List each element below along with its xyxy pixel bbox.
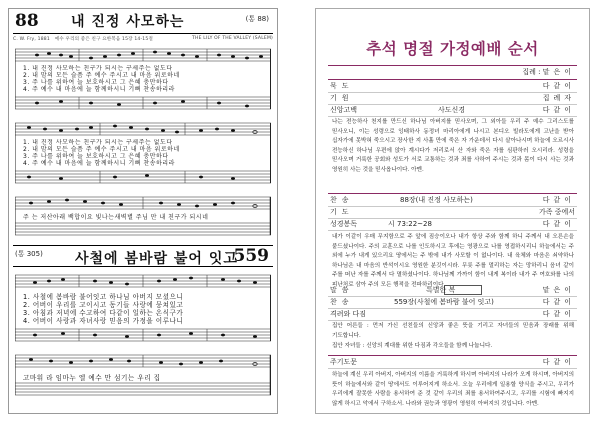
title-divider-line [328, 65, 577, 66]
row-who: 다같이 [542, 298, 575, 306]
hymn-88-verse-2-cont: 2. 내 맘의 모든 슬픔 주 예수 주시고 내 마음 위로하네 [23, 146, 180, 153]
hymn-88-verses-block-1 [23, 65, 267, 93]
row-who: 다같이 [542, 310, 575, 318]
officiant-label: 집례 [522, 68, 536, 76]
row-label: 묵도 [330, 82, 354, 90]
scripture-text: 내가 이같이 우매 무지함으로 주 앞에 짐승이오나 내가 항상 주와 함께 하니 주께서 내 오른손을 붙드셨나이다. 주의 교훈으로 나를 인도하시고 후에는 영광으로 나를 영접하시리니 하늘에서는 주 외에 누가 내게 있으리요 땅에서는 주 밖에 내가 사모할 이 없나이다. 내 육체와 마음은 쇠약하나 하나님은 내 마음의 반석이시요 영원한 분깃이시라. 무릇 주를 멀리하는 자는 망하리니 음녀 같이 주를 떠난 자를 주께서 다 멸하셨나이다. 하나님께 가까이 함이 내게 복이라 내가 주 여호와를 나의 피난처로 삼아 주의 모든 행적을 전파하리이다. [332, 234, 574, 288]
apostles-creed-text: 나는 전능하사 천지를 만드신 하나님 아버지를 믿사오며, 그 외아들 우리 주 예수 그리스도를 믿사오니, 이는 성령으로 잉태하사 동정녀 마리아에게 나시고 본디오 빌라도에게 고난을 받아 십자가에 못박혀 죽으시고 장사한 지 사흘 만에 죽은 자 가운데서 다시 살아나시며 하늘에 오르시사 전능하신 하나님 우편에 앉아 계시다가 저리로서 산 자와 죽은 자를 심판하러 오시리라. 성령을 믿사오며 거룩한 공회와 성도가 서로 교통하는 것과 죄를 사하여 주시는 것과 몸이 다시 사는 것과 영원히 사는 것을 믿사옵나이다. 아멘. [332, 119, 574, 173]
hymn-88-subtitle [13, 36, 273, 42]
row-label: 격려와 다짐 [330, 310, 367, 318]
hymn-88-header [13, 11, 273, 34]
lords-prayer-text: 하늘에 계신 우리 아버지, 아버지의 이름을 거룩하게 하시며 아버지의 나라가 오게 하시며, 아버지의 뜻이 하늘에서와 같이 땅에서도 이루어지게 하소서. 오늘 우리에게 일용할 양식을 주시고, 우리가 우리에게 잘못한 사람을 용서하여 준 것 같이 우리의 죄를 용서하여주시고, 우리를 시험에 빠지지 않게 하시고 악에서 구하소서. 나라와 권능과 영광이 영원히 아버지의 것입니다. 아멘. [332, 372, 574, 407]
divider-line [328, 193, 577, 194]
row-label: 기도 [330, 208, 354, 216]
order-row-hymn-2 [328, 297, 577, 309]
order-row-confession [328, 105, 577, 117]
worship-order-page [315, 8, 590, 414]
row-who: 다같이 [542, 196, 575, 204]
row-label: 기원 [330, 94, 354, 102]
hymn-88-verse-4-cont: 4. 주 예수 내 마음에 늘 함께하시니 기뻐 찬송하리라 [23, 160, 175, 167]
row-who: 가족 중에서 [538, 208, 575, 216]
hymn-559-verse-4: 4. 어버이 사랑과 자녀사랑 믿음의 가정을 이루나니 [23, 317, 184, 325]
hymn-88-meta: C. W. Fry, 1881 [13, 37, 50, 42]
hymn-88-verse-3: 3. 주 나를 위하여 늘 보호하시고 그 은혜 충만하다 [23, 79, 169, 86]
officiant-text: 집례 : 맡은이 [522, 68, 575, 76]
row-label: 찬송 [330, 196, 354, 204]
row-who: 다같이 [542, 82, 575, 90]
hymn-559-verse-3: 3. 아침과 저녁에 수고하여 다같이 일하는 온식구가 [23, 309, 184, 317]
row-label: 신앙고백 [330, 106, 358, 114]
hymn-88-verse-1: 1. 내 진정 사모하는 친구가 되시는 구세주는 없도다 [23, 65, 173, 72]
hymn-88-chorus: 주 는 저산아래 백합이요 빛나는새벽별 주님 만 내 친구가 되시네 [23, 214, 209, 221]
order-row-silent-prayer [328, 81, 577, 93]
row-who: 다같이 [542, 106, 575, 114]
order-row-encouragement [328, 309, 577, 321]
hymn-88-subtitle-text: 예수 우리의 좋은 친구 요한복음 15장 14-15절 [54, 37, 153, 42]
hymn-88-number: 88 [15, 11, 39, 31]
hymn-88-alt-number: (통 88) [245, 15, 269, 23]
hymn-88-verse-1-cont: 1. 내 진정 사모하는 친구가 되시는 구세주는 없도다 [23, 139, 173, 146]
row-who: 집례자 [542, 94, 575, 102]
hymn-88-english-title: THE LILY OF THE VALLEY (SALEM) [192, 36, 273, 41]
order-row-hymn-1 [328, 195, 577, 207]
hymn-559-number: 559 [233, 246, 269, 266]
row-label: 성경봉독 [330, 220, 358, 228]
hymn-88-verse-3-cont: 3. 주 나를 위하여 늘 보호하시고 그 은혜 충만하다 [23, 153, 169, 160]
officiant-who: 맡은이 [542, 68, 575, 76]
hymn-88-verses-block-2 [23, 139, 267, 167]
divider-line [328, 79, 577, 80]
hymn-559-title: 사철에 봄바람 불어 잇고 [75, 251, 238, 267]
row-who: 맡은이 [542, 286, 575, 294]
order-row-scripture [328, 219, 577, 231]
divider-line [328, 355, 577, 356]
row-label: 찬송 [330, 298, 354, 306]
hymn-559-verse-1: 1. 사철에 봄바람 불어잇고 하나님 아버지 모셨으니 [23, 293, 184, 301]
row-who: 다같이 [542, 358, 575, 366]
hymnal-page [8, 8, 278, 414]
order-row-invocation [328, 93, 577, 105]
hymn-559-verses-block-1 [23, 293, 267, 325]
hymn-88-verse-4: 4. 주 예수 내 마음에 늘 함께하시니 기뻐 찬송하리라 [23, 86, 175, 93]
row-middle: 특별한 복 [426, 286, 456, 294]
hymn-88-verse-2: 2. 내 맘의 모든 슬픔 주 예수 주시고 내 마음 위로하네 [23, 72, 180, 79]
row-label: 주기도문 [330, 358, 358, 366]
row-middle: 사도신경 [438, 106, 466, 114]
row-who: 다같이 [542, 220, 575, 228]
row-middle: 88장(내 진정 사모하는) [400, 196, 473, 204]
order-row-sermon [328, 285, 577, 297]
encouragement-children: 집안 자녀들 : 신앙의 계대를 위한 다짐과 각오들을 함께 나눕니다. [332, 343, 493, 349]
hymn-559-verse-2: 2. 어버이 우리를 고이시고 동기들 사랑에 뭉쳐있고 [23, 301, 184, 309]
encouragement-elders: 집안 어른들 : 먼저 가신 선친들의 신앙과 좋은 뜻을 기리고 자녀들의 믿음과 장래를 위해 기도합니다. [332, 323, 574, 339]
order-row-officiant [328, 67, 577, 78]
row-middle: 559장(사철에 봄바람 불어 잇고) [394, 298, 494, 306]
row-middle: 시 73:22~28 [388, 220, 432, 228]
hymn-559-alt-number: (통 305) [15, 250, 43, 258]
hymn-559-header [13, 245, 273, 267]
order-row-lords-prayer [328, 357, 577, 369]
hymn-88-title: 내 진정 사모하는 [71, 14, 185, 30]
row-label: 말씀 [330, 286, 354, 294]
page-title: 추석 명절 가정예배 순서 [366, 40, 539, 58]
hymn-559-chorus: 고마워 라 임마누 엘 예수 만 섬기는 우리 집 [23, 374, 161, 382]
order-row-prayer [328, 207, 577, 219]
